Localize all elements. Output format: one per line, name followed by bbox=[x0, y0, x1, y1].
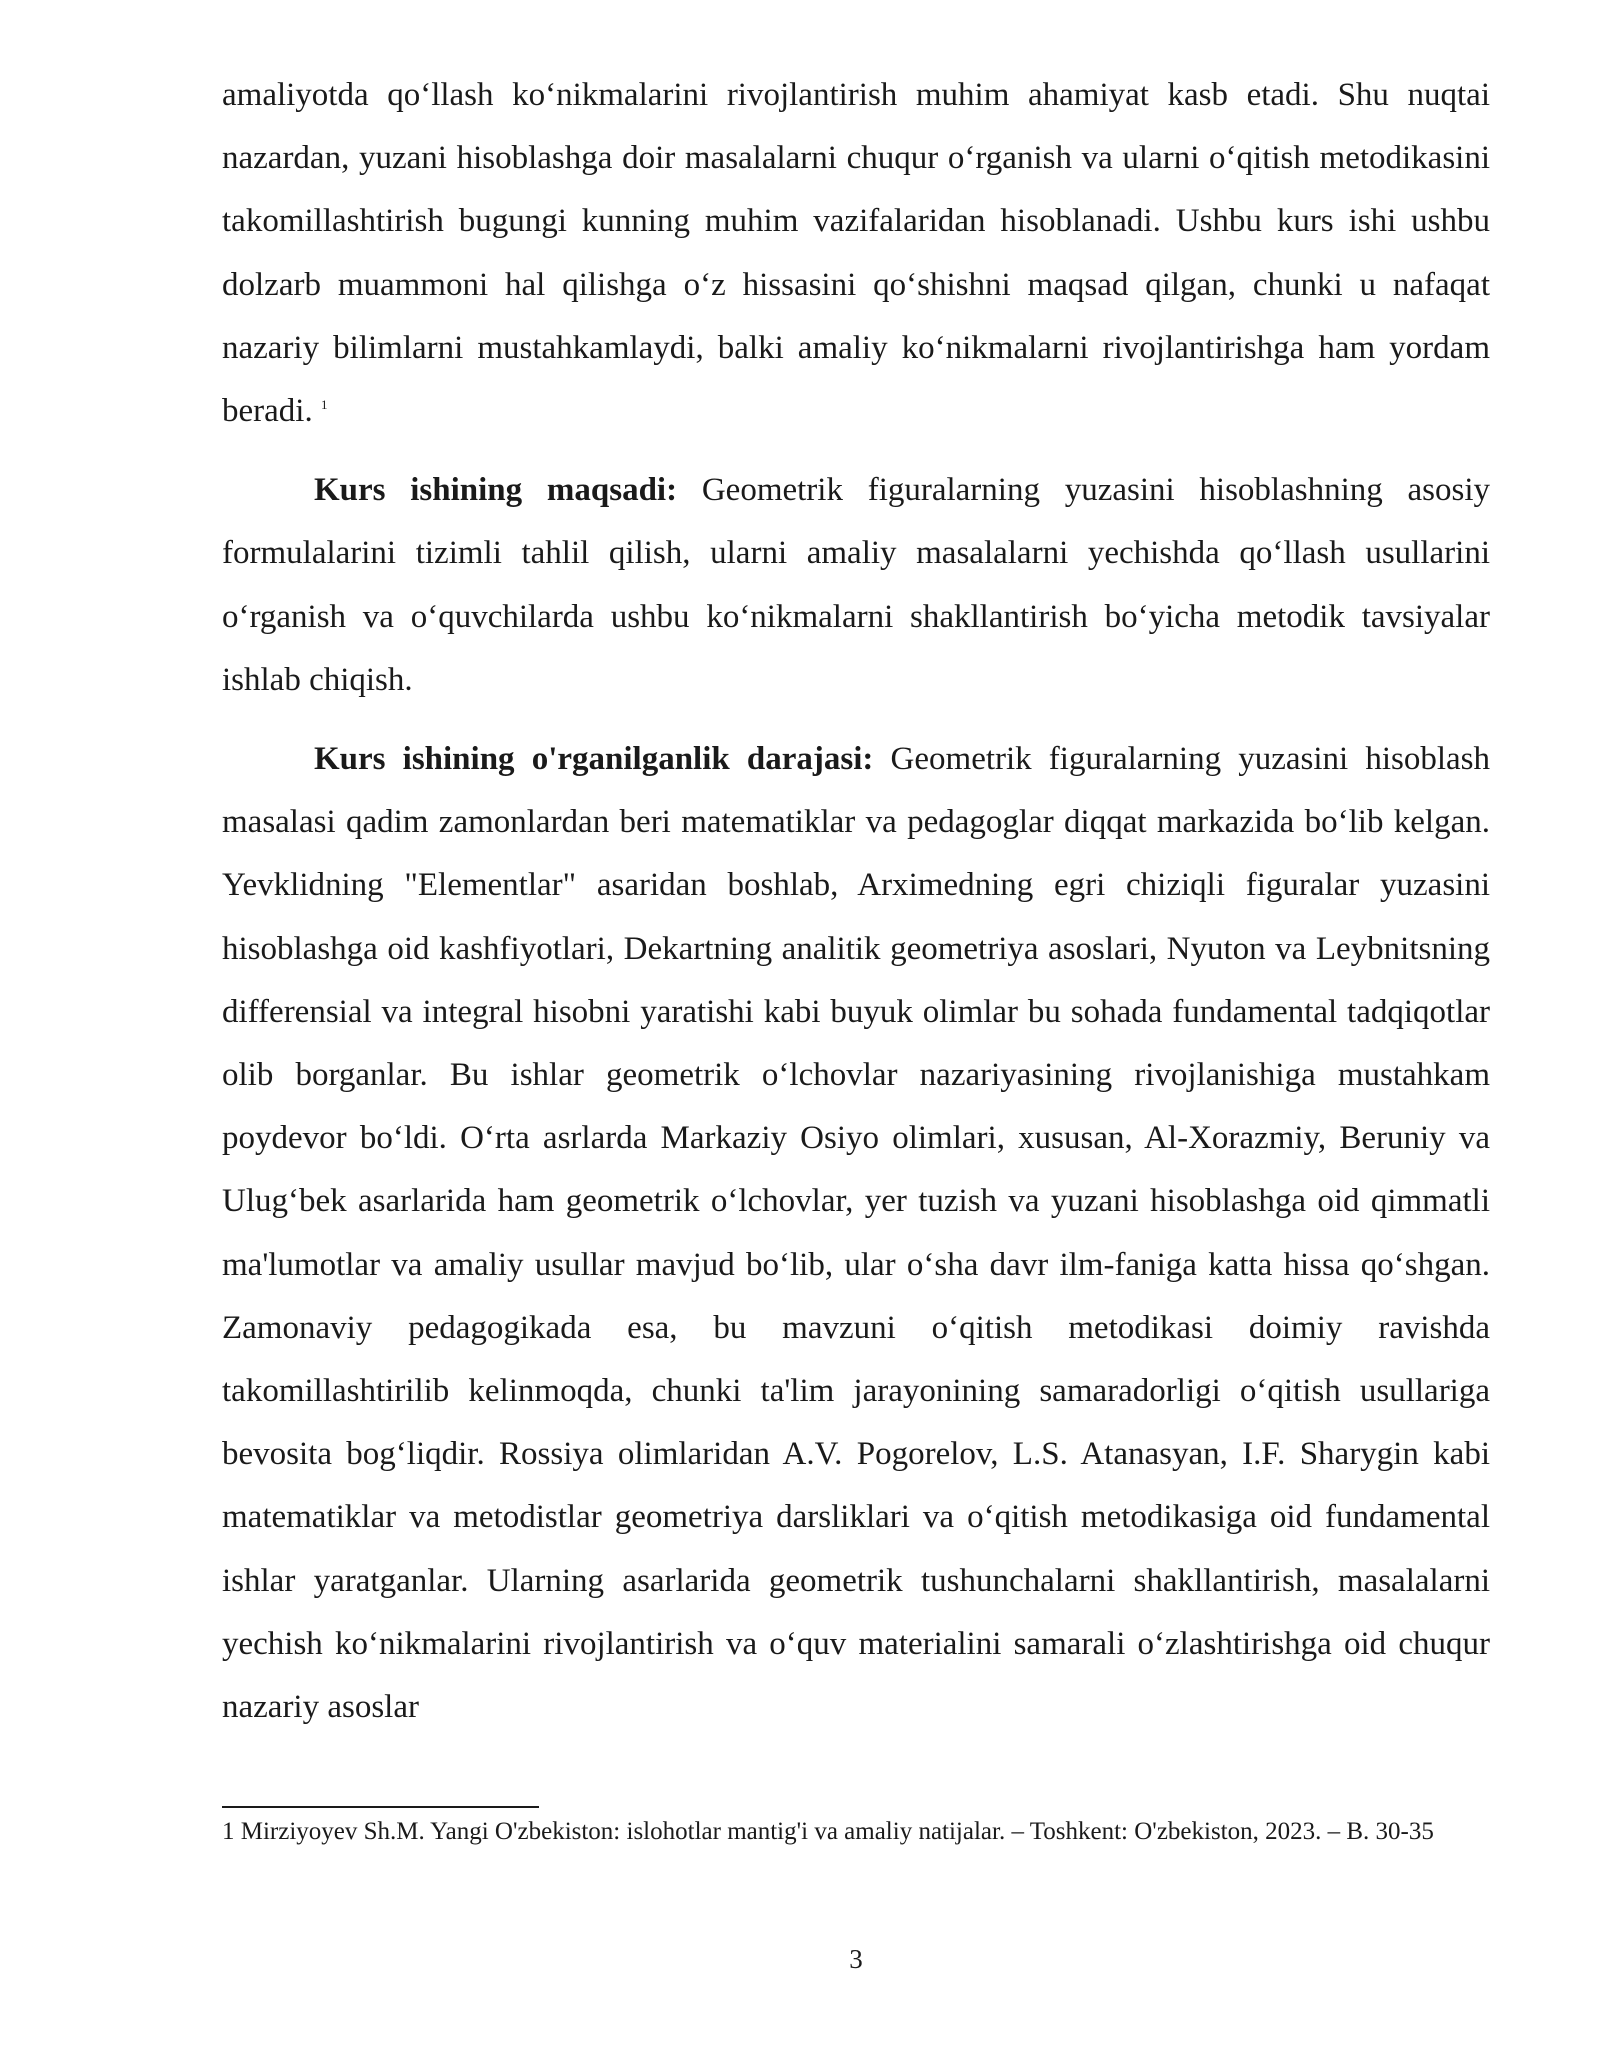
paragraph-text: amaliyotda qo‘llash ko‘nikmalarini rivojlantirish muhim ahamiyat kasb etadi. Shu nuqtai nazardan, yuzani hisoblashga doir masalalarni chuqur o‘rganish va ularni o‘qitish metodikasini takomillashtirish bugungi kunning muhim vazifalaridan hisoblanadi. Ushbu kurs ishi ushbu dolzarb muammoni hal qilishga o‘z hissasini qo‘shishni maqsad qilgan, chunki u nafaqat nazariy bilimlarni mustahkamlaydi, balki amaliy ko‘nikmalarni rivojlantirishga ham yordam beradi. bbox=[222, 77, 1490, 430]
paragraph-intro-continuation bbox=[222, 64, 1490, 443]
paragraph-text: Geometrik figuralarning yuzasini hisoblashning asosiy formulalarini tizimli tahlil qilish, ularni amaliy masalalarni yechishda qo‘llash usullarini o‘rganish va o‘quvchilarda ushbu ko‘nikmalarni shakllantirish bo‘yicha metodik tavsiyalar ishlab chiqish. bbox=[222, 472, 1490, 698]
document-body bbox=[222, 64, 1490, 1739]
paragraph-study-level bbox=[222, 728, 1490, 1739]
footnote-number: 1 bbox=[222, 1818, 235, 1845]
footnote bbox=[222, 1815, 1490, 1848]
footnote-reference[interactable]: 1 bbox=[320, 397, 328, 413]
paragraph-heading-study-level: Kurs ishining o'rganilganlik darajasi: bbox=[314, 741, 874, 778]
page-number: 3 bbox=[849, 1944, 863, 1974]
footnote-separator bbox=[222, 1806, 539, 1808]
footnote-text: Mirziyoyev Sh.M. Yangi O'zbekiston: islohotlar mantig'i va amaliy natijalar. – Toshkent: O'zbekiston, 2023. – B. 30-35 bbox=[240, 1818, 1434, 1845]
paragraph-heading-goal: Kurs ishining maqsadi: bbox=[314, 472, 678, 509]
paragraph-text: Geometrik figuralarning yuzasini hisoblash masalasi qadim zamonlardan beri matematiklar va pedagoglar diqqat markazida bo‘lib kelgan. Yevklidning "Elementlar" asaridan boshlab, Arximedning egri chiziqli figuralar yuzasini hisoblashga oid kashfiyotlari, Dekartning analitik geometriya asoslari, Nyuton va Leybnitsning differensial va integral hisobni yaratishi kabi buyuk olimlar bu sohada fundamental tadqiqotlar olib borganlar. Bu ishlar geometrik o‘lchovlar nazariyasining rivojlanishiga mustahkam poydevor bo‘ldi. O‘rta asrlarda Markaziy Osiyo olimlari, xususan, Al-Xorazmiy, Beruniy va Ulug‘bek asarlarida ham geometrik o‘lchovlar, yer tuzish va yuzani hisoblashga oid qimmatli ma'lumotlar va amaliy usullar mavjud bo‘lib, ular o‘sha davr ilm-faniga katta hissa qo‘shgan. Zamonaviy pedagogikada esa, bu mavzuni o‘qitish metodikasi doimiy ravishda takomillashtirilib kelinmoqda, chunki ta'lim jarayonining samaradorligi o‘qitish usullariga bevosita bog‘liqdir. Rossiya olimlaridan A.V. Pogorelov, L.S. Atanasyan, I.F. Sharygin kabi matematiklar va metodistlar geometriya darsliklari va o‘qitish metodikasiga oid fundamental ishlar yaratganlar. Ularning asarlarida geometrik tushunchalarni shakllantirish, masalalarni yechish ko‘nikmalarini rivojlantirish va o‘quv materialini samarali o‘zlashtirishga oid chuqur nazariy asoslar bbox=[222, 741, 1491, 1726]
paragraph-course-goal bbox=[222, 459, 1490, 712]
